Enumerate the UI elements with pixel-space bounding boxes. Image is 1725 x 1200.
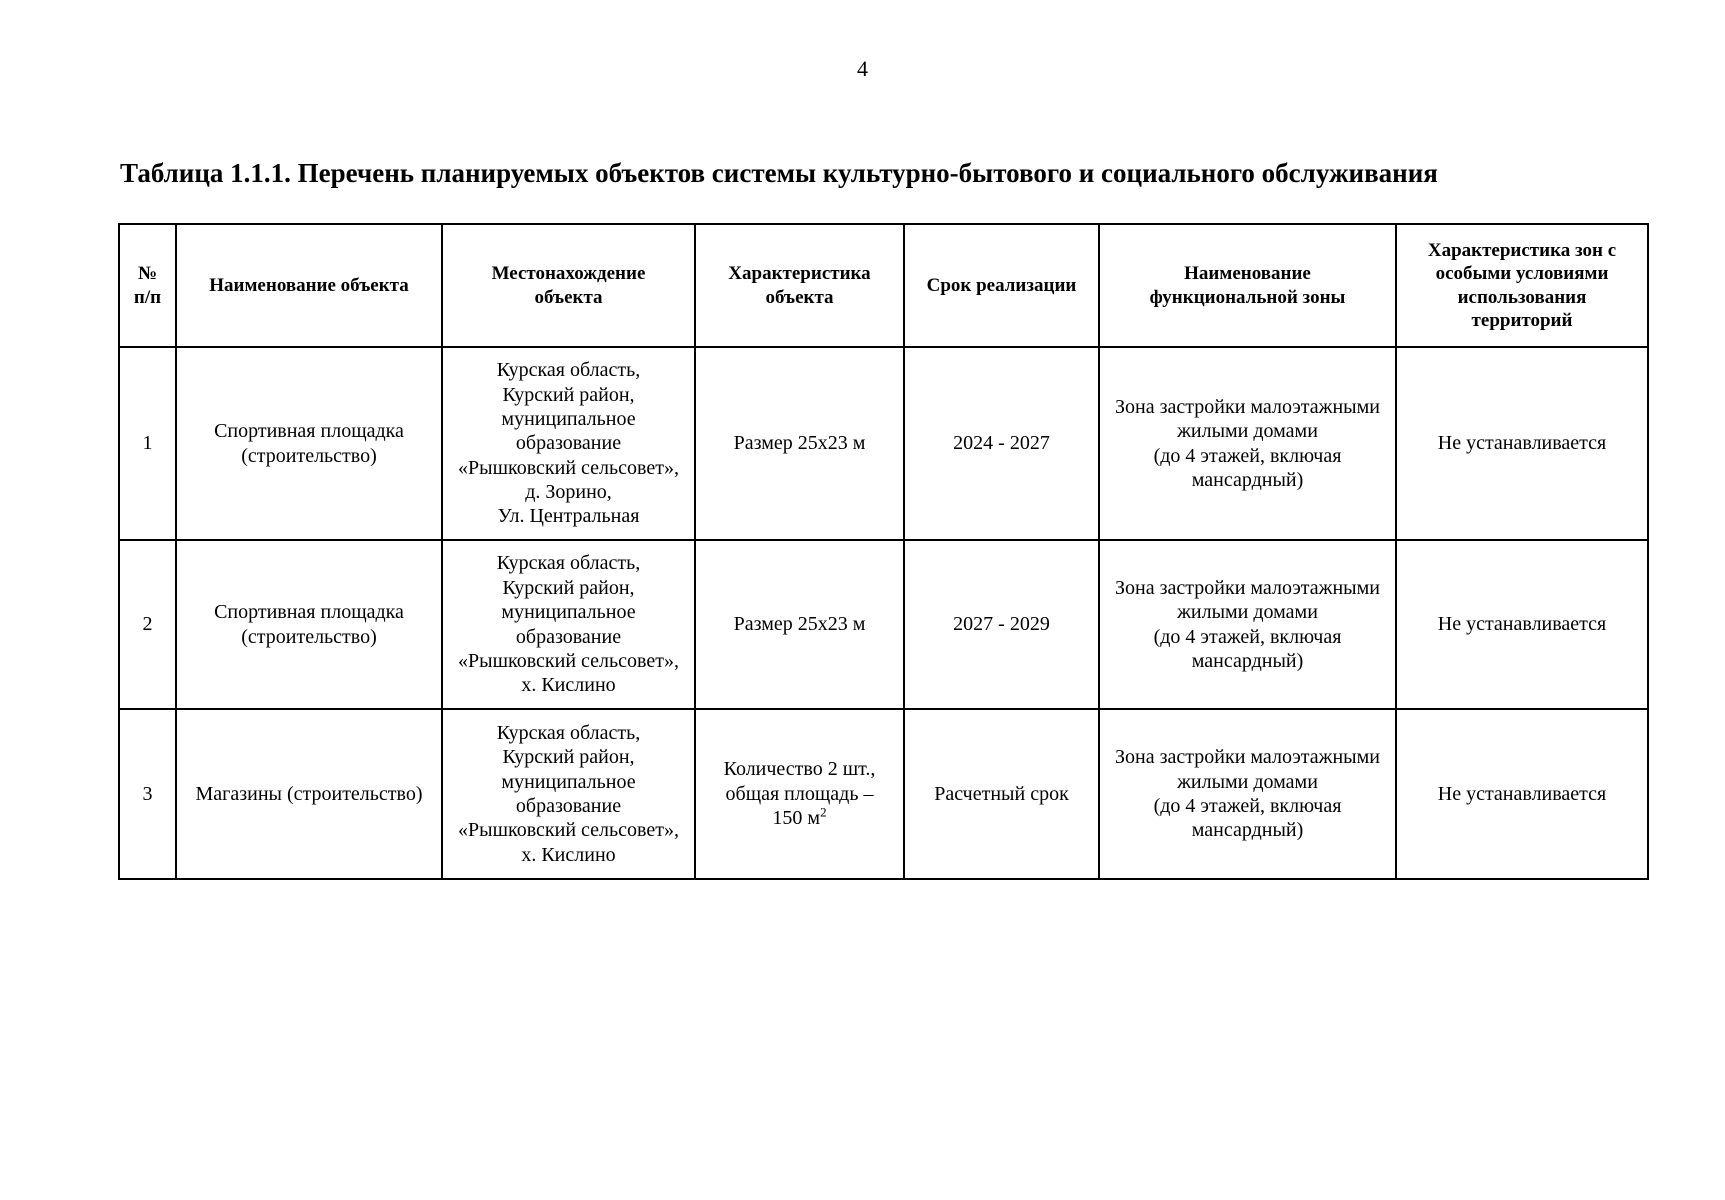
cell-object-name: Спортивная площадка (строительство) [176,347,442,540]
cell-object-name: Спортивная площадка (строительство) [176,540,442,709]
table-row [119,540,1648,709]
header-number: № п/п [119,224,176,347]
header-location: Местонахождение объекта [442,224,695,347]
cell-location: Курская область, Курский район, муниципальное образование «Рышковский сельсовет», х. Кислино [442,709,695,879]
cell-number: 3 [119,709,176,879]
header-term: Срок реализации [904,224,1099,347]
cell-special-zones: Не устанавливается [1396,709,1648,879]
cell-number: 1 [119,347,176,540]
cell-functional-zone: Зона застройки малоэтажными жилыми домами (до 4 этажей, включая мансардный) [1099,347,1396,540]
header-functional-zone: Наименование функциональной зоны [1099,224,1396,347]
cell-location: Курская область, Курский район, муниципальное образование «Рышковский сельсовет», д. Зорино, Ул. Центральная [442,347,695,540]
cell-special-zones: Не устанавливается [1396,540,1648,709]
page-number: 4 [857,56,868,81]
cell-term: 2027 - 2029 [904,540,1099,709]
area-value: 150 м [772,807,821,830]
cell-special-zones: Не устанавливается [1396,347,1648,540]
header-object-name: Наименование объекта [176,224,442,347]
cell-object-name: Магазины (строительство) [176,709,442,879]
cell-characteristic: Количество 2 шт., общая площадь – 150 $м^2$ [695,709,904,879]
table-title: Таблица 1.1.1. Перечень планируемых объектов системы культурно-бытового и социального обслуживания [120,158,1438,188]
cell-functional-zone: Зона застройки малоэтажными жилыми домами (до 4 этажей, включая мансардный) [1099,709,1396,879]
header-characteristic: Характеристика объекта [695,224,904,347]
cell-term: 2024 - 2027 [904,347,1099,540]
table-row [119,709,1648,879]
cell-characteristic: Размер 25х23 м [695,347,904,540]
table-row [119,347,1648,540]
header-row [119,224,1648,347]
header-special-zones: Характеристика зон с особыми условиями использования территорий [1396,224,1648,347]
area-unit-superscript: 2 [820,804,827,820]
cell-term: Расчетный срок [904,709,1099,879]
objects-table [118,223,1649,880]
cell-location: Курская область, Курский район, муниципальное образование «Рышковский сельсовет», х. Кислино [442,540,695,709]
cell-number: 2 [119,540,176,709]
cell-functional-zone: Зона застройки малоэтажными жилыми домами (до 4 этажей, включая мансардный) [1099,540,1396,709]
cell-characteristic: Размер 25х23 м [695,540,904,709]
